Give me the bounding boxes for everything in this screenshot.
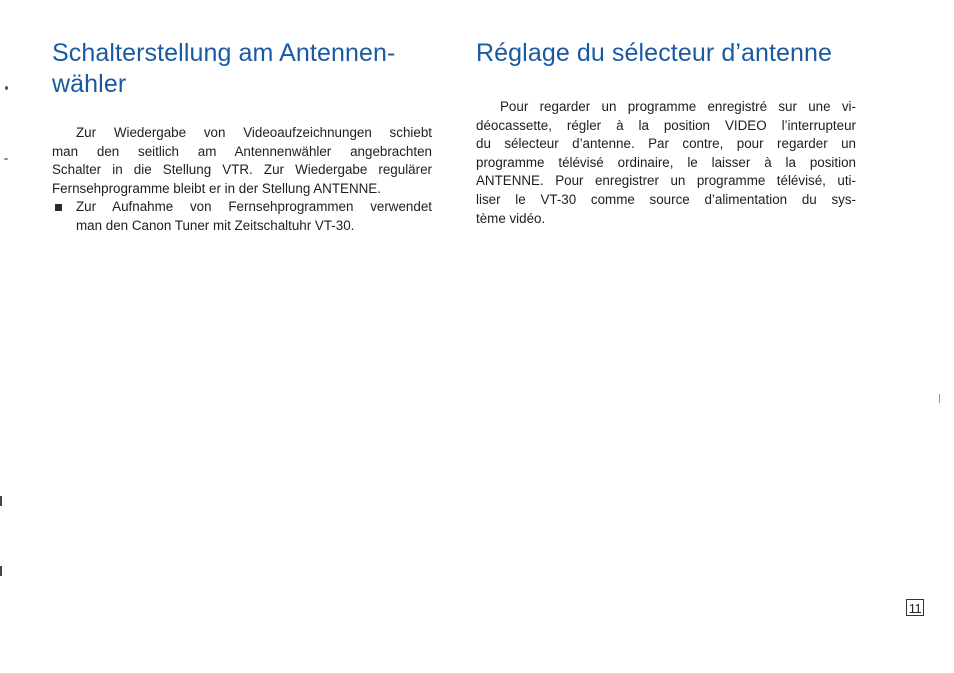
german-paragraph-line-2: man den seitlich am Antennenwähler angebrachten [52, 143, 432, 159]
german-body [52, 124, 432, 236]
french-paragraph-line-3: du sélecteur d’antenne. Par contre, pour regarder un [476, 136, 856, 152]
scan-edge-mark [0, 496, 2, 506]
german-heading [52, 38, 432, 100]
french-paragraph-line-5: ANTENNE. Pour enregistrer un programme télévisé, uti- [476, 173, 856, 189]
french-heading-line: Réglage du sélecteur d’antenne [476, 39, 833, 67]
german-heading-line-2: wähler [52, 70, 127, 98]
german-heading-line-1: Schalterstellung am Antennen- [52, 39, 396, 67]
german-bullet-item [52, 198, 432, 217]
french-paragraph-line-2: déocassette, régler à la position VIDEO l’interrupteur [476, 117, 856, 133]
french-heading [476, 38, 856, 69]
scan-edge-mark [0, 566, 2, 576]
french-paragraph-line-7: tème vidéo. [476, 210, 546, 226]
page-number: 11 [906, 599, 924, 616]
german-paragraph-line-4: Fernsehprogramme bleibt er in der Stellung ANTENNE. [52, 180, 381, 196]
french-paragraph-line-4: programme télévisé ordinaire, le laisser à la position [476, 154, 856, 170]
french-body [476, 98, 856, 228]
french-paragraph-line-6: liser le VT-30 comme source d’alimentation du sys- [476, 191, 856, 207]
scan-speck [4, 158, 8, 160]
bullet-square-icon [55, 204, 62, 211]
scan-edge-mark [939, 394, 940, 403]
german-paragraph-line-1: Zur Wiedergabe von Videoaufzeichnungen schiebt [76, 125, 432, 140]
german-section [52, 38, 432, 233]
scan-speck [5, 86, 8, 90]
german-bullet-line-1: Zur Aufnahme von Fernsehprogrammen verwendet [76, 199, 432, 215]
german-bullet-line-2: man den Canon Tuner mit Zeitschaltuhr VT-30. [76, 217, 355, 233]
german-paragraph-line-3: Schalter in die Stellung VTR. Zur Wiedergabe regulärer [52, 162, 432, 178]
french-section [476, 38, 856, 226]
french-paragraph-line-1: Pour regarder un programme enregistré sur une vi- [500, 99, 856, 114]
